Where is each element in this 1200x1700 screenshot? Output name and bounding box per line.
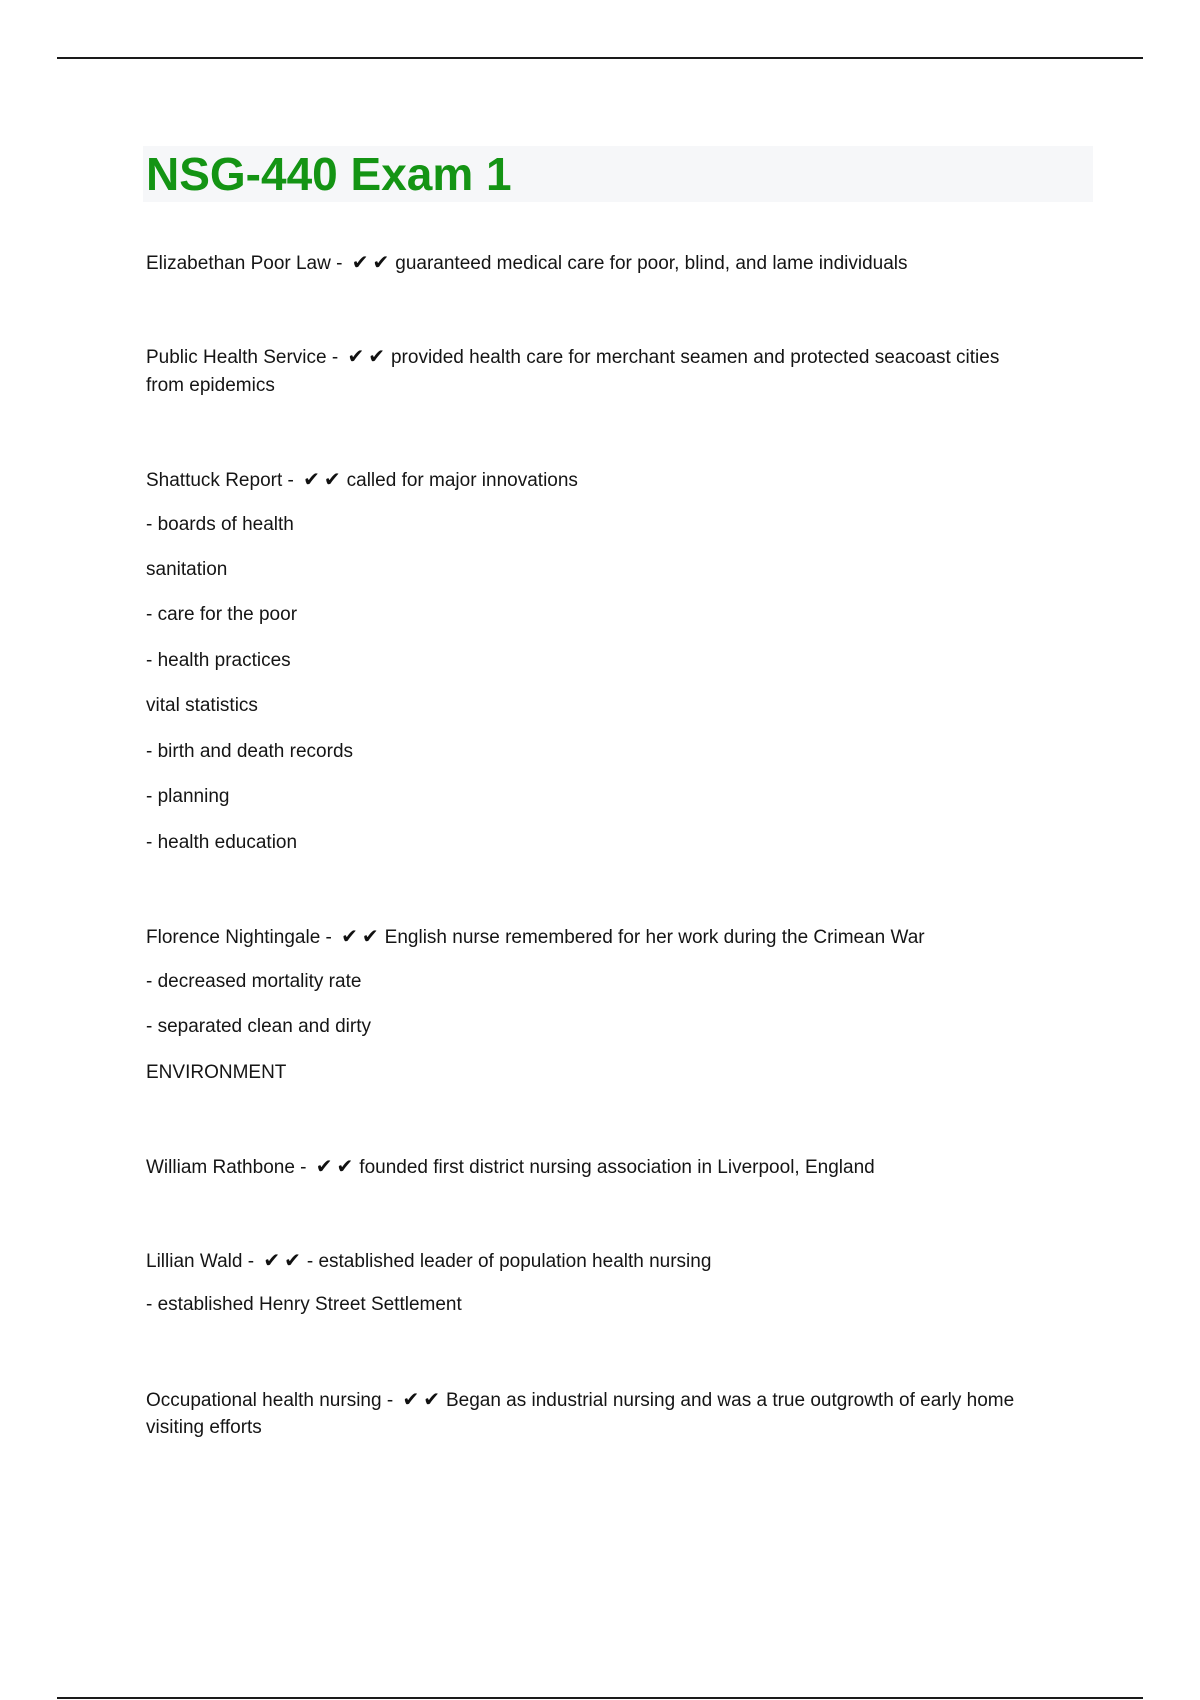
double-check-icon: ✔✔ bbox=[351, 250, 394, 274]
term: Shattuck Report - bbox=[146, 470, 300, 491]
term: Lillian Wald - bbox=[146, 1251, 260, 1272]
definition: English nurse remembered for her work during the Crimean War bbox=[384, 927, 925, 948]
sub-line: vital statistics bbox=[146, 695, 258, 716]
double-check-icon: ✔✔ bbox=[315, 1154, 358, 1178]
double-check-icon: ✔✔ bbox=[402, 1387, 444, 1411]
sub-line: - care for the poor bbox=[146, 604, 298, 625]
term: Elizabethan Poor Law - bbox=[146, 253, 348, 274]
sub-line: - health practices bbox=[146, 650, 291, 671]
entry-florence-nightingale bbox=[146, 921, 1106, 953]
entry-elizabethan-poor-law bbox=[146, 247, 1106, 279]
top-rule bbox=[57, 57, 1143, 59]
sub-line: - birth and death records bbox=[146, 741, 354, 762]
term: Public Health Service - bbox=[146, 347, 344, 368]
sub-line: - planning bbox=[146, 786, 230, 807]
double-check-icon: ✔✔ bbox=[341, 924, 383, 948]
entry-occupational-health-nursing bbox=[146, 1384, 1106, 1416]
sub-line: - decreased mortality rate bbox=[146, 971, 362, 992]
term: William Rathbone - bbox=[146, 1157, 312, 1178]
double-check-icon: ✔✔ bbox=[303, 467, 345, 491]
term: Occupational health nursing - bbox=[146, 1390, 399, 1411]
sub-line: - health education bbox=[146, 832, 298, 853]
entry-continuation: from epidemics bbox=[146, 375, 275, 396]
entry-lillian-wald bbox=[146, 1245, 1106, 1277]
definition: founded first district nursing association in Liverpool, England bbox=[359, 1157, 875, 1178]
document-title: NSG-440 Exam 1 bbox=[146, 148, 512, 200]
entry-shattuck-report bbox=[146, 464, 1106, 496]
sub-line: - boards of health bbox=[146, 514, 294, 535]
sub-line: - established Henry Street Settlement bbox=[146, 1294, 462, 1315]
double-check-icon: ✔✔ bbox=[347, 344, 389, 368]
definition: Began as industrial nursing and was a true outgrowth of early home bbox=[445, 1390, 1015, 1411]
definition: - established leader of population health nursing bbox=[306, 1251, 712, 1272]
sub-line: - separated clean and dirty bbox=[146, 1016, 371, 1037]
entry-continuation: visiting efforts bbox=[146, 1417, 262, 1438]
entry-public-health-service bbox=[146, 341, 1106, 373]
sub-line: ENVIRONMENT bbox=[146, 1062, 287, 1083]
definition: provided health care for merchant seamen and protected seacoast cities bbox=[390, 347, 1000, 368]
definition: called for major innovations bbox=[346, 470, 578, 491]
double-check-icon: ✔✔ bbox=[263, 1248, 305, 1272]
sub-line: sanitation bbox=[146, 559, 228, 580]
term: Florence Nightingale - bbox=[146, 927, 338, 948]
definition: guaranteed medical care for poor, blind, and lame individuals bbox=[395, 253, 908, 274]
entry-william-rathbone bbox=[146, 1151, 1106, 1183]
bottom-rule bbox=[57, 1697, 1143, 1699]
